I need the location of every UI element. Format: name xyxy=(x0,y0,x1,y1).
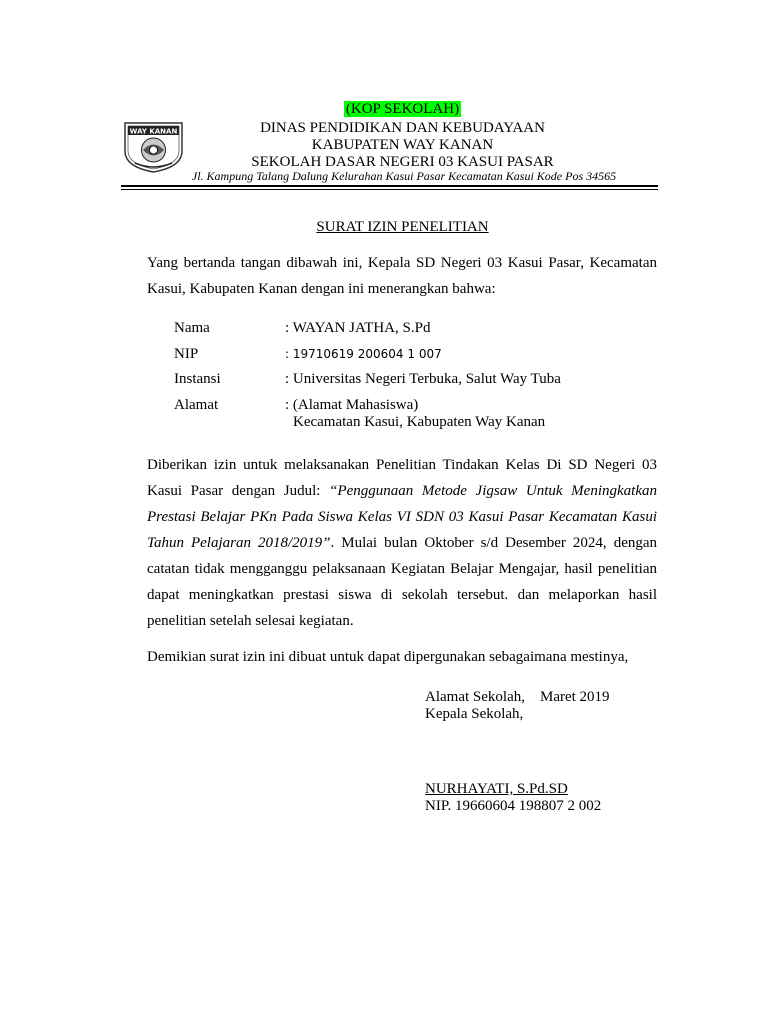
logo-text: WAY KANAN xyxy=(129,127,178,136)
kop-label: (KOP SEKOLAH) xyxy=(345,101,460,117)
body-paragraph xyxy=(147,452,657,634)
nip-label: NIP xyxy=(174,346,199,362)
signature-nip: NIP. 19660604 198807 2 002 xyxy=(425,798,602,814)
agency-name: DINAS PENDIDIKAN DAN KEBUDAYAAN xyxy=(260,120,545,136)
signature-name: NURHAYATI, S.Pd.SD xyxy=(425,781,568,797)
nama-value: : WAYAN JATHA, S.Pd xyxy=(285,320,431,336)
instansi-label: Instansi xyxy=(174,371,221,387)
nip-value: : 19710619 200604 1 007 xyxy=(285,347,442,361)
body-text-after-title: . Mulai bulan Oktober s/d Desember 2024, dengan catatan tidak mengganggu pelaksanaan Kegiatan Belajar Mengajar, hasil penelitian dapat meningkatkan prestasi siswa di sekolah tersebut. dan melaporkan hasil penelitian setelah selesai kegiatan. xyxy=(147,535,658,629)
letterhead-rule-thick xyxy=(121,185,658,187)
letter-title: SURAT IZIN PENELITIAN xyxy=(316,219,489,235)
instansi-value: : Universitas Negeri Terbuka, Salut Way Tuba xyxy=(285,371,561,387)
closing-paragraph: Demikian surat izin ini dibuat untuk dapat dipergunakan sebagaimana mestinya, xyxy=(147,649,629,665)
alamat-value-line1: : (Alamat Mahasiswa) xyxy=(285,397,419,413)
nama-label: Nama xyxy=(174,320,210,336)
body-text-before-title: Diberikan izin untuk melaksanakan Penelitian Tindakan Kelas Di SD Negeri 03 Kasui Pasar dengan Judul: xyxy=(147,457,657,499)
letterhead-rule-thin xyxy=(121,189,658,190)
regency-name: KABUPATEN WAY KANAN xyxy=(311,137,494,153)
alamat-value-line2: Kecamatan Kasui, Kabupaten Way Kanan xyxy=(293,414,546,430)
intro-paragraph: Yang bertanda tangan dibawah ini, Kepala SD Negeri 03 Kasui Pasar, Kecamatan Kasui, Kabupaten Kanan dengan ini menerangkan bahwa: xyxy=(147,255,657,297)
signature-position: Kepala Sekolah, xyxy=(425,706,524,722)
school-name: SEKOLAH DASAR NEGERI 03 KASUI PASAR xyxy=(251,154,554,170)
research-title: “Penggunaan Metode Jigsaw Untuk Meningkatkan Prestasi Belajar PKn Pada Siswa Kelas VI SDN 03 Kasui Pasar Kecamatan Kasui Tahun Pelajaran 2018/2019” xyxy=(147,483,657,551)
alamat-label: Alamat xyxy=(174,397,219,413)
signature-place-date: Alamat Sekolah, Maret 2019 xyxy=(425,689,610,705)
school-address: Jl. Kampung Talang Dalung Kelurahan Kasui Pasar Kecamatan Kasui Kode Pos 34565 xyxy=(191,169,617,183)
